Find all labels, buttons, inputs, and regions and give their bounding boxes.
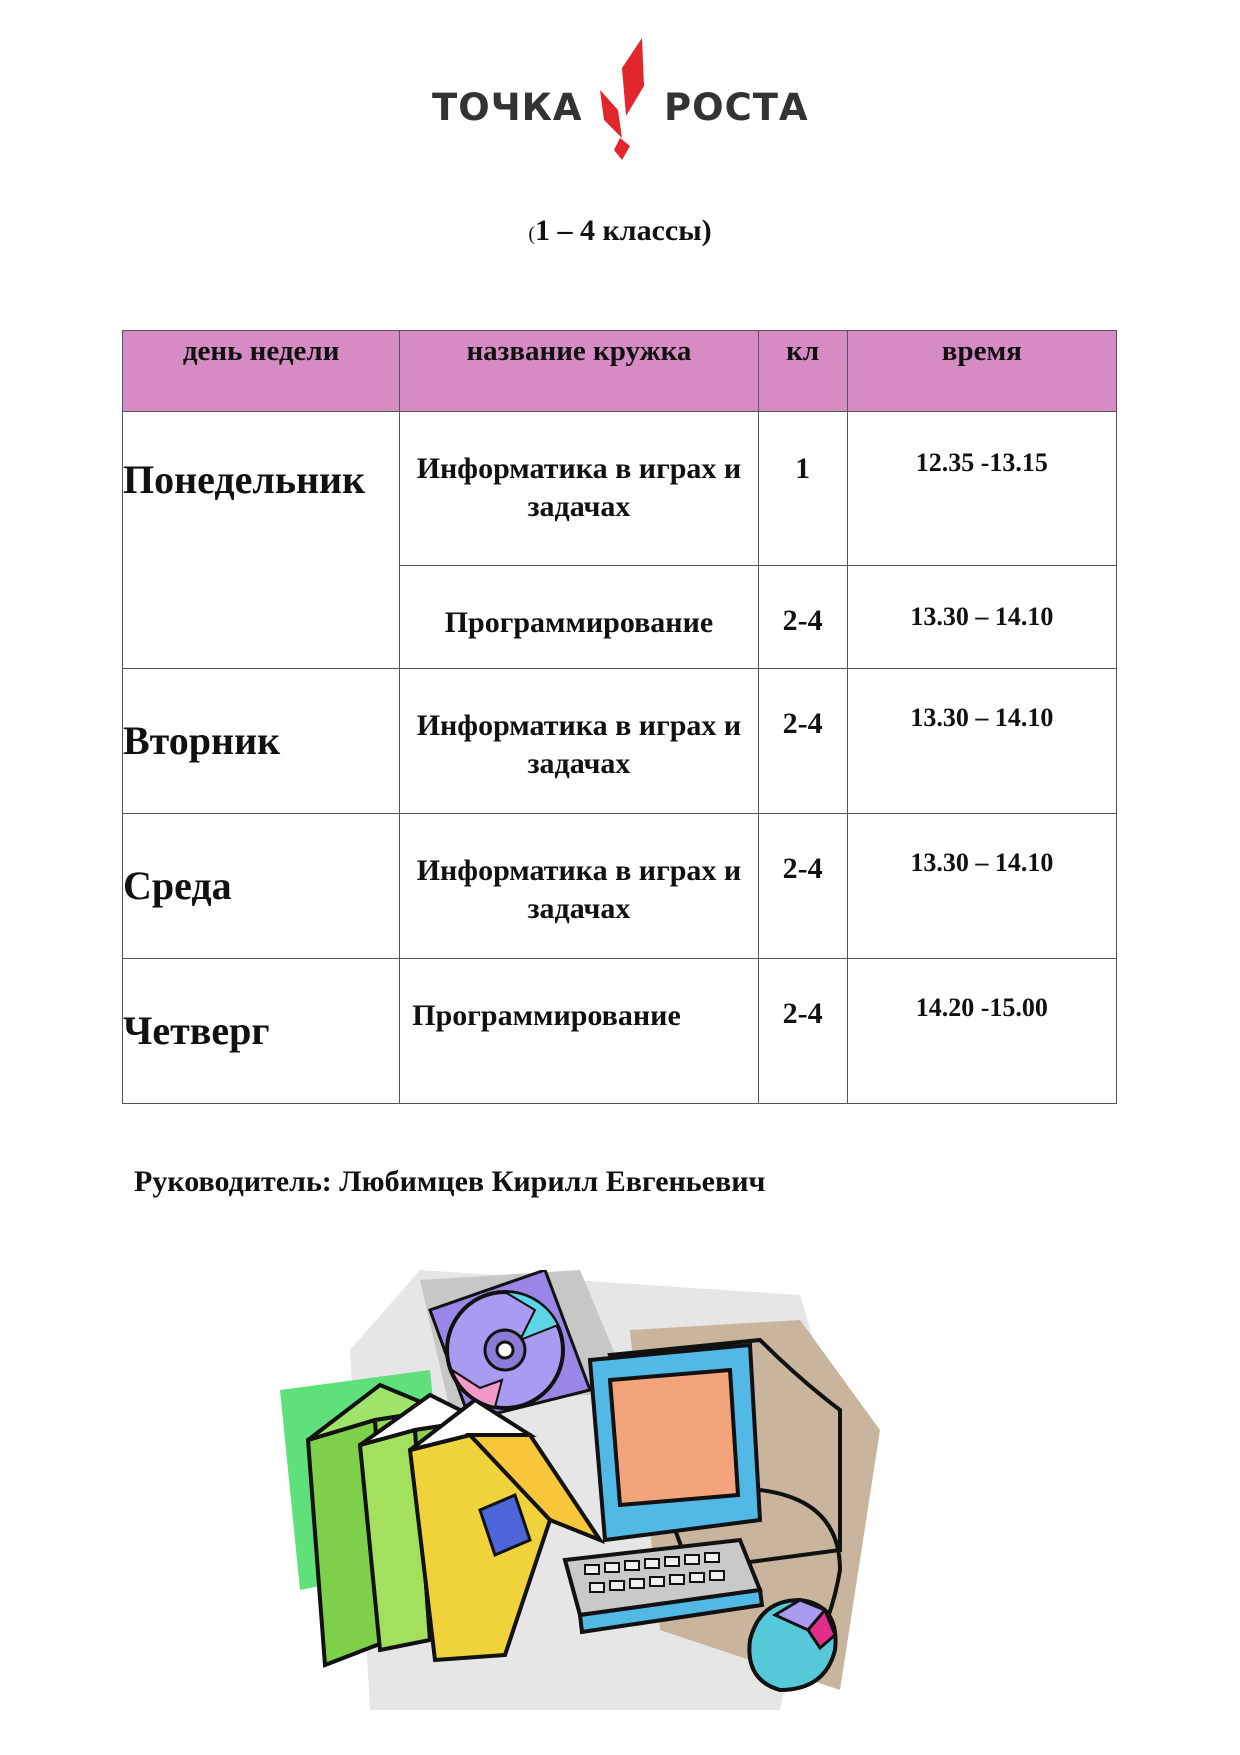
day-cell: Четверг	[123, 959, 400, 1104]
time-cell: 13.30 – 14.10	[847, 566, 1116, 669]
club-cell: Программирование	[400, 566, 758, 669]
day-cell: Понедельник	[123, 412, 400, 669]
logo	[432, 38, 812, 168]
club-cell: Информатика в играх и задачах	[400, 669, 758, 814]
computer-books-clipart	[280, 1270, 910, 1710]
header-grade: кл	[758, 331, 847, 412]
table-row	[123, 412, 1117, 566]
logo-text-left: ТОЧКА	[432, 86, 583, 129]
grade-cell: 2-4	[758, 814, 847, 959]
mouse-icon	[749, 1600, 835, 1690]
day-cell: Среда	[123, 814, 400, 959]
club-cell: Программирование	[400, 959, 758, 1104]
club-cell: Информатика в играх и задачах	[400, 814, 758, 959]
day-cell: Вторник	[123, 669, 400, 814]
time-cell: 13.30 – 14.10	[847, 669, 1116, 814]
logo-mark-icon	[592, 38, 662, 163]
subtitle-paren: (	[528, 223, 535, 245]
club-cell: Информатика в играх и задачах	[400, 412, 758, 566]
time-cell: 14.20 -15.00	[847, 959, 1116, 1104]
logo-text-right: РОСТА	[664, 86, 809, 129]
table-row	[123, 959, 1117, 1104]
grade-cell: 1	[758, 412, 847, 566]
grade-cell: 2-4	[758, 669, 847, 814]
subtitle	[0, 214, 1240, 248]
table-header-row	[123, 331, 1117, 412]
schedule-table	[122, 330, 1117, 1104]
grade-cell: 2-4	[758, 566, 847, 669]
header-time: время	[847, 331, 1116, 412]
grade-cell: 2-4	[758, 959, 847, 1104]
leader-line: Руководитель: Любимцев Кирилл Евгеньевич	[134, 1165, 766, 1198]
header-club: название кружка	[400, 331, 758, 412]
table-row	[123, 814, 1117, 959]
header-day: день недели	[123, 331, 400, 412]
table-row	[123, 669, 1117, 814]
time-cell: 12.35 -13.15	[847, 412, 1116, 566]
subtitle-text: 1 – 4 классы)	[535, 214, 712, 247]
time-cell: 13.30 – 14.10	[847, 814, 1116, 959]
